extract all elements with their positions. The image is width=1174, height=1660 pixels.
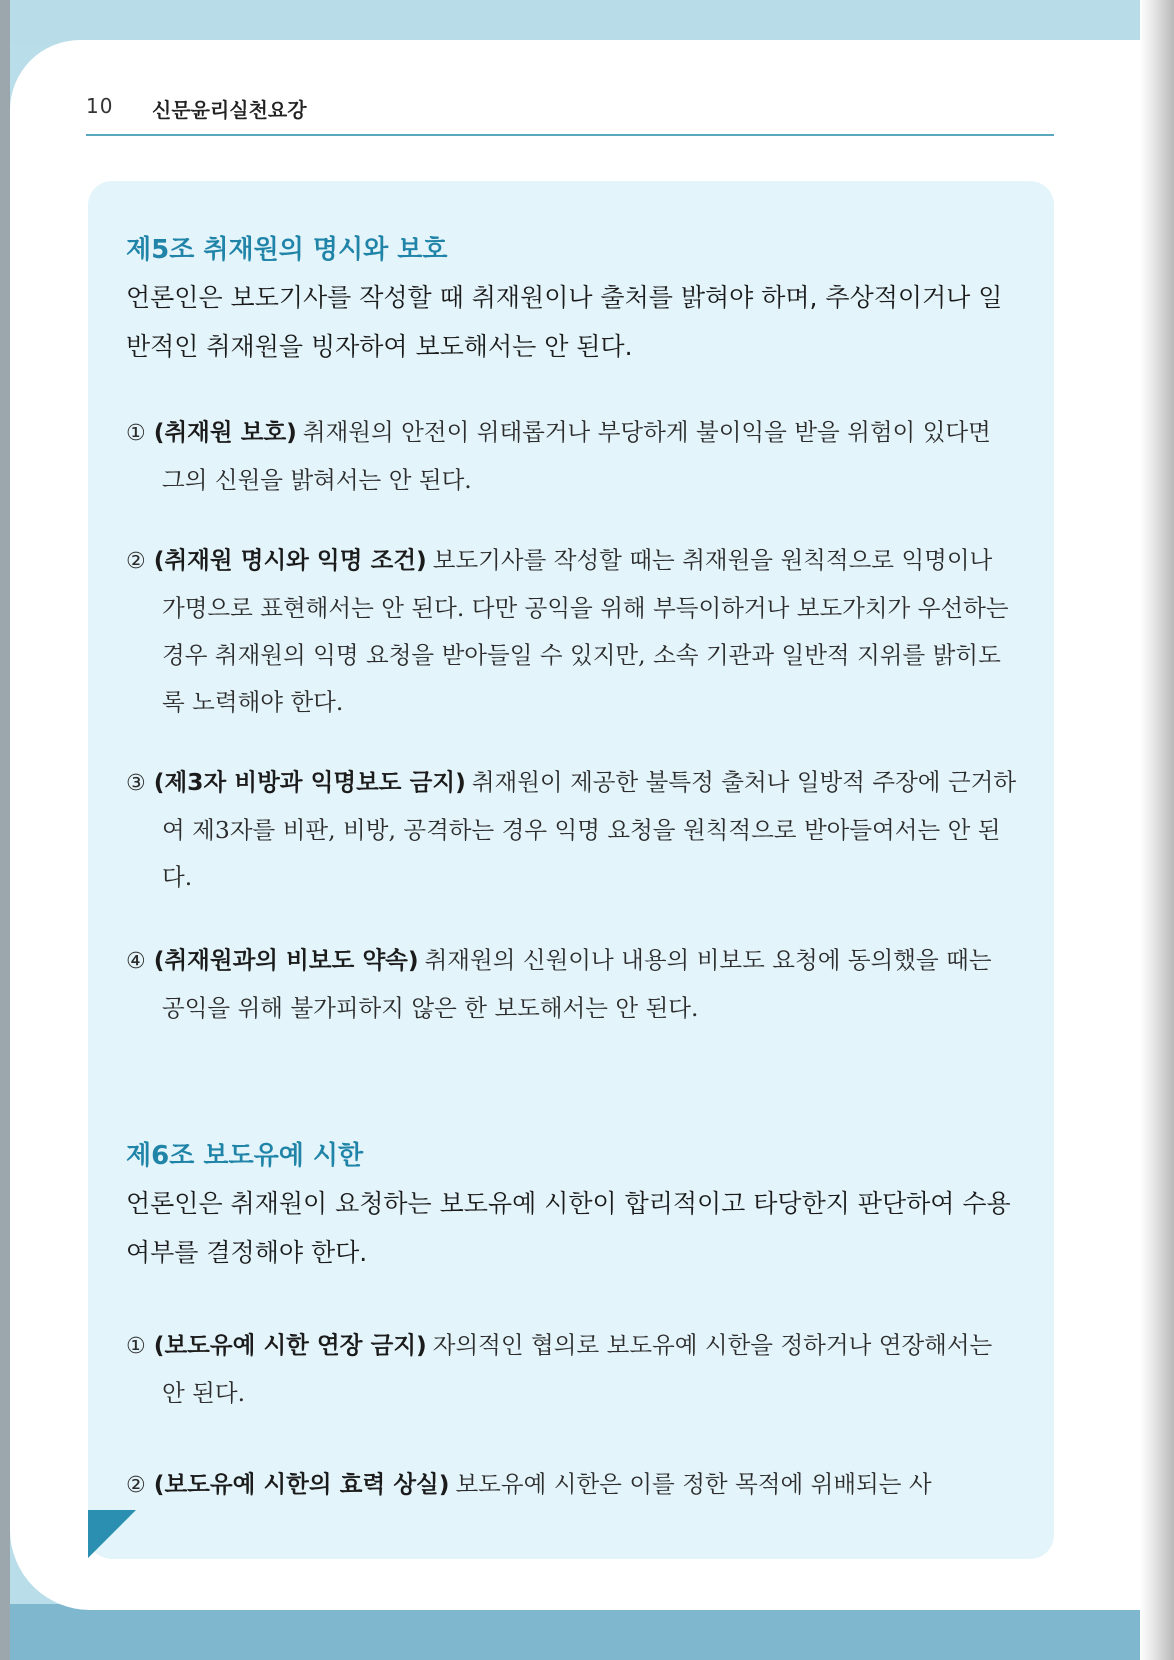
item-text: 취재원의 신원이나 내용의 비보도 요청에 동의했을 때는 공익을 위해 불가피하지 않은 한 보도해서는 안 된다.: [162, 946, 992, 1022]
list-item: [126, 759, 1020, 901]
article-title: 제5조 취재원의 명시와 보호: [126, 235, 448, 265]
corner-tab: [88, 1510, 136, 1558]
item-number: ④: [126, 949, 146, 974]
header-title: 신문윤리실천요강: [152, 98, 307, 122]
list-item: [126, 409, 1020, 504]
article-lead: 언론인은 보도기사를 작성할 때 취재원이나 출처를 밝혀야 하며, 추상적이거나 일반적인 취재원을 빙자하여 보도해서는 안 된다.: [126, 283, 1003, 361]
bottom-band: [0, 1604, 1174, 1660]
item-text: 보도유예 시한은 이를 정한 목적에 위배되는 사: [455, 1470, 932, 1498]
page-number: 10: [86, 94, 114, 118]
list-item: [126, 1461, 1020, 1509]
list-item: [126, 537, 1020, 726]
item-text: 자의적인 협의로 보도유예 시한을 정하거나 연장해서는 안 된다.: [162, 1331, 993, 1407]
item-number: ③: [126, 771, 146, 796]
header-divider: [86, 134, 1054, 136]
item-heading: (제3자 비방과 익명보도 금지): [153, 768, 466, 796]
item-text: 보도기사를 작성할 때는 취재원을 원칙적으로 익명이나 가명으로 표현해서는 안 된다. 다만 공익을 위해 부득이하거나 보도가치가 우선하는 경우 취재원의 익명 요청을 받아들일 수 있지만, 소속 기관과 일반적 지위를 밝히도록 노력해야 한다.: [162, 546, 1009, 716]
item-heading: (취재원 명시와 익명 조건): [153, 546, 427, 574]
left-edge: [0, 0, 10, 1660]
item-number: ②: [126, 549, 146, 574]
article-6: [126, 1139, 1020, 1277]
item-number: ②: [126, 1473, 146, 1498]
item-text: 취재원이 제공한 불특정 출처나 일방적 주장에 근거하여 제3자를 비판, 비방, 공격하는 경우 익명 요청을 원칙적으로 받아들여서는 안 된다.: [162, 768, 1017, 891]
item-heading: (보도유예 시한의 효력 상실): [153, 1470, 450, 1498]
article-title: 제6조 보도유예 시한: [126, 1141, 364, 1171]
article-lead: 언론인은 취재원이 요청하는 보도유예 시한이 합리적이고 타당한지 판단하여 수용 여부를 결정해야 한다.: [126, 1189, 1011, 1267]
article-5: [126, 233, 1020, 371]
item-heading: (취재원 보호): [153, 418, 297, 446]
item-text: 취재원의 안전이 위태롭거나 부당하게 불이익을 받을 위험이 있다면 그의 신원을 밝혀서는 안 된다.: [162, 418, 991, 494]
list-item: [126, 1322, 1020, 1417]
item-heading: (보도유예 시한 연장 금지): [153, 1331, 427, 1359]
item-number: ①: [126, 1334, 146, 1359]
item-heading: (취재원과의 비보도 약속): [153, 946, 419, 974]
list-item: [126, 937, 1020, 1032]
item-number: ①: [126, 421, 146, 446]
page-edge-shadow: [1140, 0, 1174, 1660]
top-band: [0, 0, 1174, 44]
